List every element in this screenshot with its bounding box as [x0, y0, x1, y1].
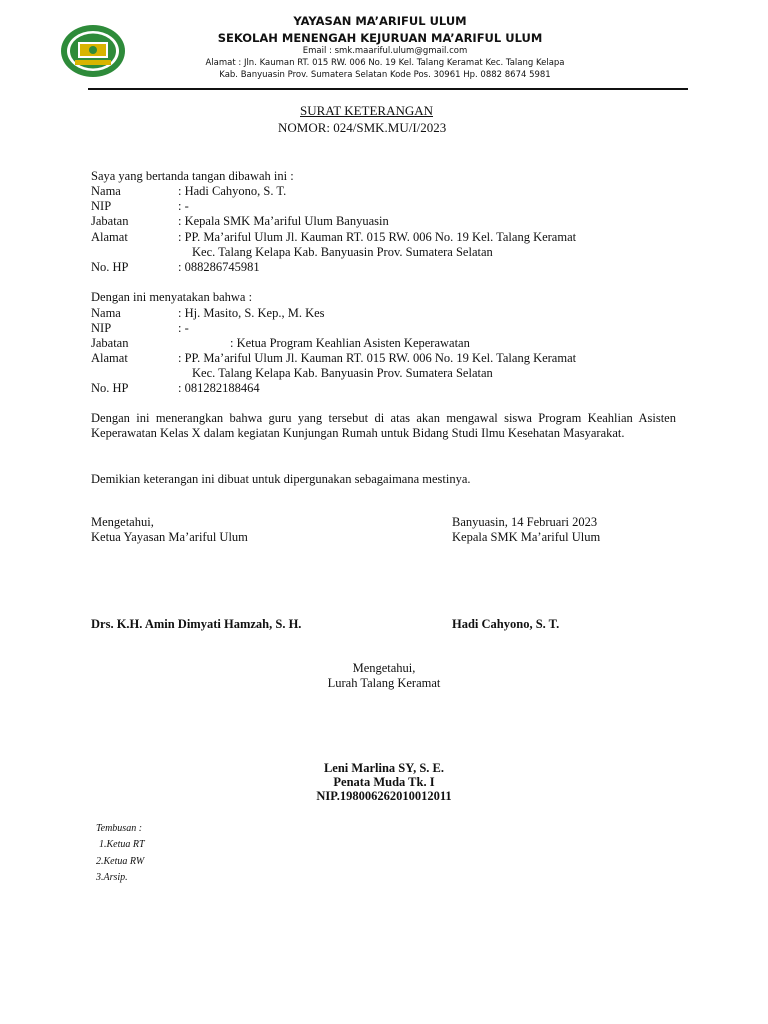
signer-address-value1: : PP. Ma’ariful Ulum Jl. Kauman RT. 015 RW. 006 No. 19 Kel. Talang Keramat [178, 230, 577, 244]
subject-phone-value: : 081282188464 [178, 381, 260, 395]
left-ack: Mengetahui, [91, 515, 154, 529]
subject-address-label: Alamat [91, 351, 128, 365]
signer-name-value: : Hadi Cahyono, S. T. [178, 184, 287, 198]
signer-phone-value: : 088286745981 [178, 260, 260, 274]
school-name: SEKOLAH MENENGAH KEJURUAN MA’ARIFUL ULUM [217, 31, 543, 45]
school-address-line2: Kab. Banyuasin Prov. Sumatera Selatan Kode Pos. 30961 Hp. 0882 8674 5981 [219, 70, 551, 80]
closing-sentence: Demikian keterangan ini dibuat untuk dipergunakan sebagaimana mestinya. [91, 472, 471, 486]
center-signer-nip: NIP.198006262010012011 [316, 789, 452, 803]
signer-nip-label: NIP [91, 199, 112, 213]
school-email: Email : smk.maariful.ulum@gmail.com [302, 46, 468, 56]
subject-name-label: Nama [91, 306, 121, 320]
school-address-line1: Alamat : Jln. Kauman RT. 015 RW. 006 No. 19 Kel. Talang Keramat Kec. Talang Kelapa [205, 58, 565, 68]
signer-phone-label: No. HP [91, 260, 129, 274]
body-paragraph: Dengan ini menerangkan bahwa guru yang tersebut di atas akan mengawal siswa Program Keahlian Asisten Keperawatan Kelas X dalam kegiatan Kunjungan Rumah untuk Bidang Studi Ilmu Kesehatan Masyarakat. [91, 411, 676, 440]
subject-address-value2: Kec. Talang Kelapa Kab. Banyuasin Prov. Sumatera Selatan [192, 366, 493, 380]
signer-intro: Saya yang bertanda tangan dibawah ini : [91, 169, 294, 183]
signer-position-value: : Kepala SMK Ma’ariful Ulum Banyuasin [178, 214, 389, 228]
cc-item-1: 1.Ketua RT [99, 839, 145, 850]
center-signer-rank: Penata Muda Tk. I [333, 775, 435, 789]
foundation-name: YAYASAN MA’ARIFUL ULUM [293, 14, 467, 28]
subject-nip-value: : - [178, 321, 189, 335]
cc-item-3: 3.Arsip. [96, 872, 128, 883]
center-role: Lurah Talang Keramat [327, 676, 441, 690]
left-role: Ketua Yayasan Ma’ariful Ulum [91, 530, 248, 544]
subject-address-value1: : PP. Ma’ariful Ulum Jl. Kauman RT. 015 RW. 006 No. 19 Kel. Talang Keramat [178, 351, 577, 365]
center-signer-name: Leni Marlina SY, S. E. [323, 761, 445, 775]
subject-position-value: : Ketua Program Keahlian Asisten Keperawatan [230, 336, 470, 350]
signer-position-label: Jabatan [91, 214, 129, 228]
subject-position-label: Jabatan [91, 336, 129, 350]
right-place-date: Banyuasin, 14 Februari 2023 [452, 515, 598, 529]
cc-item-2: 2.Ketua RW [96, 856, 145, 867]
signer-nip-value: : - [178, 199, 189, 213]
letter-number: NOMOR: 024/SMK.MU/I/2023 [278, 120, 447, 135]
cc-title: Tembusan : [96, 823, 143, 834]
signer-address-value2: Kec. Talang Kelapa Kab. Banyuasin Prov. Sumatera Selatan [192, 245, 493, 259]
header-divider [88, 88, 688, 90]
subject-intro: Dengan ini menyatakan bahwa : [91, 290, 253, 304]
subject-name-value: : Hj. Masito, S. Kep., M. Kes [178, 306, 325, 320]
subject-phone-label: No. HP [91, 381, 129, 395]
right-signer-name: Hadi Cahyono, S. T. [452, 617, 560, 631]
left-signer-name: Drs. K.H. Amin Dimyati Hamzah, S. H. [91, 617, 302, 631]
signer-address-label: Alamat [91, 230, 128, 244]
school-logo-icon [60, 24, 126, 78]
center-ack: Mengetahui, [352, 661, 416, 675]
right-role: Kepala SMK Ma’ariful Ulum [452, 530, 601, 544]
signer-name-label: Nama [91, 184, 121, 198]
subject-nip-label: NIP [91, 321, 112, 335]
letter-title: SURAT KETERANGAN [300, 103, 434, 118]
